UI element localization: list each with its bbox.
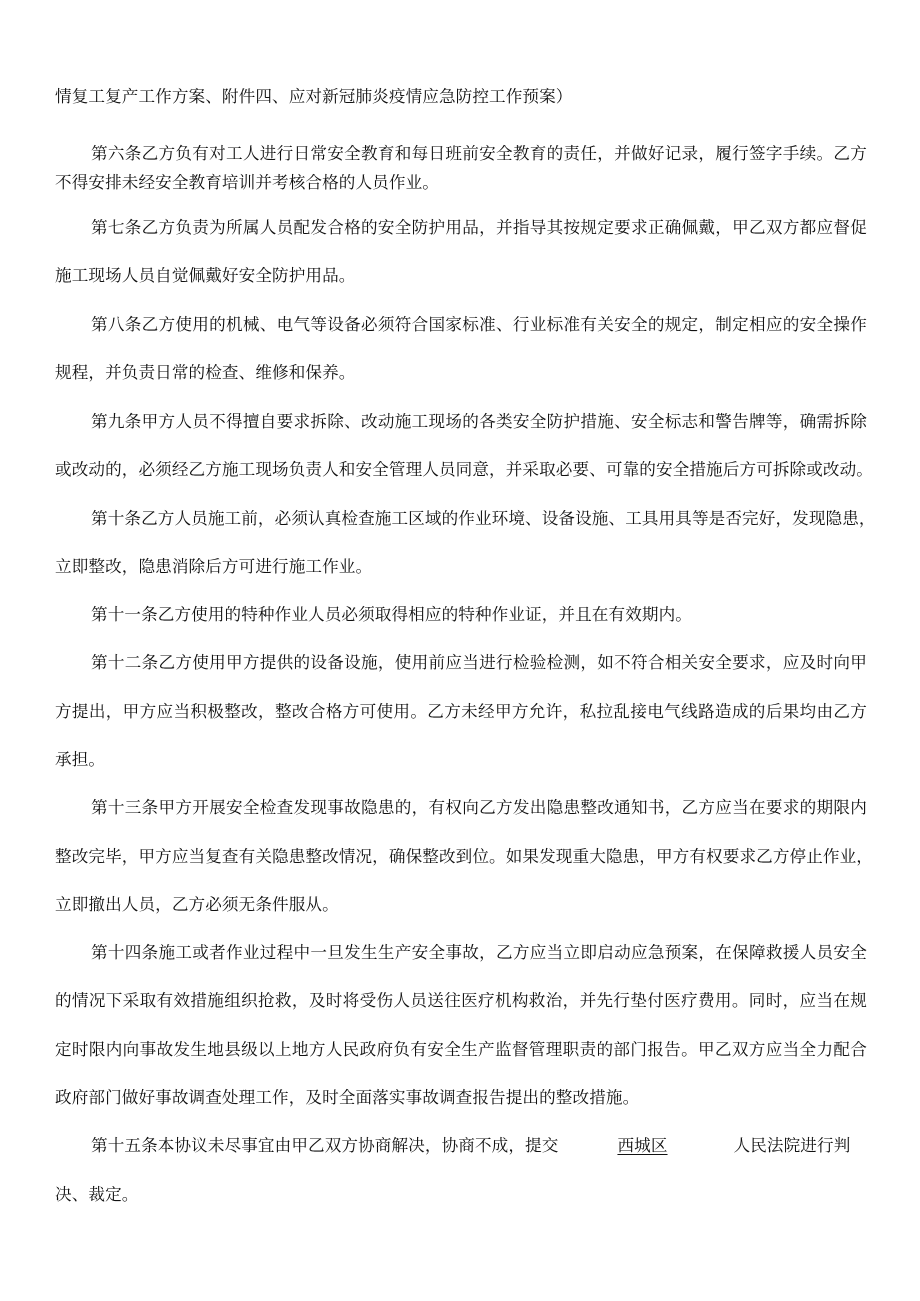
article-6-line-2: 不得安排未经安全教育培训并考核合格的人员作业。	[55, 173, 439, 192]
article-14-line-2: 的情况下采取有效措施组织抢救，及时将受伤人员送往医疗机构救治，并先行垫付医疗费用。同时，应当在规	[55, 991, 867, 1010]
article-15-text-after: 人民法院进行判	[733, 1136, 851, 1155]
article-9-line-1: 第九条甲方人员不得擅自要求拆除、改动施工现场的各类安全防护措施、安全标志和警告牌等，确需拆除	[91, 412, 867, 431]
paragraph-line: 情复工复产工作方案、附件四、应对新冠肺炎疫情应急防控工作预案）	[55, 87, 573, 106]
article-13-line-2: 整改完毕，甲方应当复查有关隐患整改情况，确保整改到位。如果发现重大隐患，甲方有权要求乙方停止作业，	[55, 847, 873, 866]
article-9-line-2: 或改动的，必须经乙方施工现场负责人和安全管理人员同意，并采取必要、可靠的安全措施后方可拆除或改动。	[55, 460, 873, 479]
article-14-line-4: 政府部门做好事故调查处理工作，及时全面落实事故调查报告提出的整改措施。	[55, 1088, 640, 1107]
article-14-line-3: 定时限内向事故发生地县级以上地方人民政府负有安全生产监督管理职责的部门报告。甲乙双方应当全力配合	[55, 1040, 867, 1059]
article-12-line-2: 方提出，甲方应当积极整改，整改合格方可使用。乙方未经甲方允许，私拉乱接电气线路造成的后果均由乙方	[55, 702, 867, 721]
article-6-line-1: 第六条乙方负有对工人进行日常安全教育和每日班前安全教育的责任，并做好记录，履行签字手续。乙方	[91, 144, 867, 163]
article-7-line-2: 施工现场人员自觉佩戴好安全防护用品。	[55, 266, 356, 285]
article-15-text-before: 第十五条本协议未尽事宜由甲乙双方协商解决，协商不成，提交	[91, 1136, 559, 1155]
article-12-line-1: 第十二条乙方使用甲方提供的设备设施，使用前应当进行检验检测，如不符合相关安全要求，应及时向甲	[91, 653, 867, 672]
article-15-line-1	[91, 1135, 867, 1157]
article-7-line-1: 第七条乙方负责为所属人员配发合格的安全防护用品，并指导其按规定要求正确佩戴，甲乙双方都应督促	[91, 218, 867, 237]
court-district-fill: 西城区	[617, 1136, 668, 1155]
article-14-line-1: 第十四条施工或者作业过程中一旦发生生产安全事故，乙方应当立即启动应急预案，在保障救援人员安全	[91, 943, 867, 962]
article-13-line-3: 立即撤出人员，乙方必须无条件服从。	[55, 895, 339, 914]
article-8-line-1: 第八条乙方使用的机械、电气等设备必须符合国家标准、行业标准有关安全的规定，制定相应的安全操作	[91, 315, 867, 334]
article-13-line-1: 第十三条甲方开展安全检查发现事故隐患的，有权向乙方发出隐患整改通知书，乙方应当在要求的期限内	[91, 798, 867, 817]
article-10-line-1: 第十条乙方人员施工前，必须认真检查施工区域的作业环境、设备设施、工具用具等是否完好，发现隐患，	[91, 509, 876, 528]
article-11-line-1: 第十一条乙方使用的特种作业人员必须取得相应的特种作业证，并且在有效期内。	[91, 605, 692, 624]
article-12-line-3: 承担。	[55, 750, 106, 769]
article-10-line-2: 立即整改，隐患消除后方可进行施工作业。	[55, 557, 373, 576]
article-8-line-2: 规程，并负责日常的检查、维修和保养。	[55, 363, 356, 382]
article-15-line-2: 决、裁定。	[55, 1185, 139, 1204]
